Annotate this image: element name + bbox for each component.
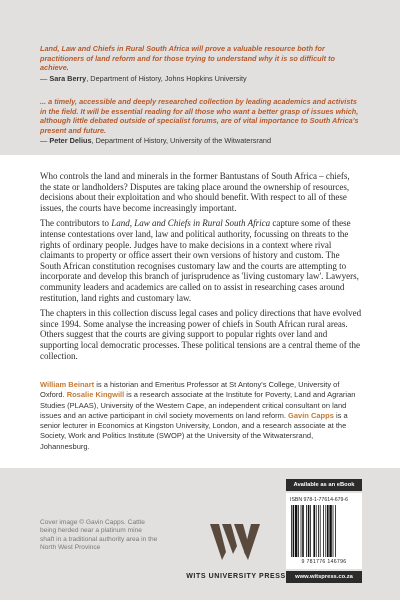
editor-bio-2: is a research associate at the Institute for Poverty, Land and Agrarian Studies (PLAAS), University of the Western Cape, an independent critical consultant on land issues and an active participant in civil society movements on land reform. [40,390,356,420]
editor-bio-1: is a historian and Emeritus Professor at St Antony's College, University of Oxford. [40,380,340,400]
barcode-bar [293,505,295,557]
barcode-bar [327,505,329,557]
editors-bio [40,380,362,452]
endorsement-1-attribution: — Sara Berry, Department of History, Johns Hopkins University [40,73,247,83]
description-paragraph-1: Who controls the land and minerals in the former Bantustans of South Africa – chiefs, the state or landholders? Disputes are taking place around the ownership of resources, decisions about their exploitation and who should benefit. With respect to all of these issues, the courts have become increasingly important. [40,171,350,213]
cover-image-credit: Cover image © Gavin Capps. Cattle being herded near a platinum mine shaft in a traditional authority area in the North West Province [40,519,158,552]
description-p2-book-title: Land, Law and Chiefs in Rural South Africa [111,218,271,229]
endorsement-1-body: will prove a valuable resource both for practitioners of land reform and for those trying to understand why it is so difficult to achieve. [40,44,336,73]
isbn-barcode-box [286,493,362,569]
endorsement-1-book-title: Land, Law and Chiefs in Rural South Africa [40,44,190,53]
wits-press-logo-icon [208,522,262,562]
barcode-bar [333,505,334,557]
barcode-digits: 9 781776 146796 [301,559,347,565]
endorsements-panel [0,0,400,155]
barcode-bar [302,505,304,557]
endorsement-2-affiliation: , Department of History, University of the Witwatersrand [91,136,272,146]
isbn-number: ISBN 978-1-77614-679-6 [290,497,348,503]
barcode-bar [318,505,319,557]
barcode-bar [308,505,310,557]
barcode-bar [291,505,292,557]
barcode-bar [316,505,317,557]
endorsement-2-text: ... a timely, accessible and deeply researched collection by leading academics and activists in the field. It will be essential reading for all those who want a better grasp of issues which, although little debated outside of specialist forums, are of vital importance to South Africa's present and future. [40,97,359,135]
barcode-bar [325,505,326,557]
endorsement-1 [40,44,362,83]
editor-name-3: Gavin Capps [288,410,334,420]
description-paragraph-3: The chapters in this collection discuss legal cases and policy directions that have evolved since 1994. Some analyse the increasing power of chiefs in South African rural areas. Others suggest that the courts are giving support to popular rights over land and supporting local democratic processes. These political tensions are a central theme of the collection. [40,308,362,361]
endorsement-2-attribution: — Peter Delius, Department of History, University of the Witwatersrand [40,136,272,146]
barcode-bar [295,505,297,557]
barcode-icon [290,505,358,557]
editor-bio-3: is a senior lecturer in Economics at Kingston University, London, and a research associate at the Society, Work and Politics Institute (SWOP) at the University of the Witwatersrand, Johannesburg. [40,410,348,451]
barcode-bar [329,505,331,557]
barcode-bar [298,505,299,557]
book-description [40,171,362,366]
editor-name-2: Rosalie Kingwill [66,390,125,400]
endorsement-1-affiliation: , Department of History, Johns Hopkins University [86,73,247,83]
endorsement-2 [40,97,362,146]
description-p2-lead: The contributors to [40,218,112,229]
barcode-bar [313,505,315,557]
endorsement-2-author: Peter Delius [49,136,92,146]
description-p2-body: capture some of these intense contestations over land, law and political authority, focussing on threats to the rights of ordinary people. Judges have to make decisions in a context where rival claimants to property or office assert their own versions of history and custom. The South African constitution recognises customary law and the courts are attempting to incorporate and develop this branch of jurisprudence as 'living customary law'. Lawyers, community leaders and academics are called on to assist in researching cases around restitution, land rights and customary law. [40,218,359,303]
publisher-name: WITS UNIVERSITY PRESS [186,573,286,580]
barcode-bar [301,505,302,557]
endorsement-1-author: Sara Berry [49,73,87,83]
endorsement-1-text [40,44,362,73]
publisher-website: www.witspress.co.za [286,571,362,583]
ebook-badge: Available as an eBook [286,479,362,491]
description-paragraph-2 [40,218,362,303]
barcode-bar [310,505,311,557]
editor-name-1: William Beinart [40,380,95,389]
barcode-bar [335,505,336,557]
barcode-bar [320,505,321,557]
barcode-bar [306,505,307,557]
barcode-bar [323,505,324,557]
